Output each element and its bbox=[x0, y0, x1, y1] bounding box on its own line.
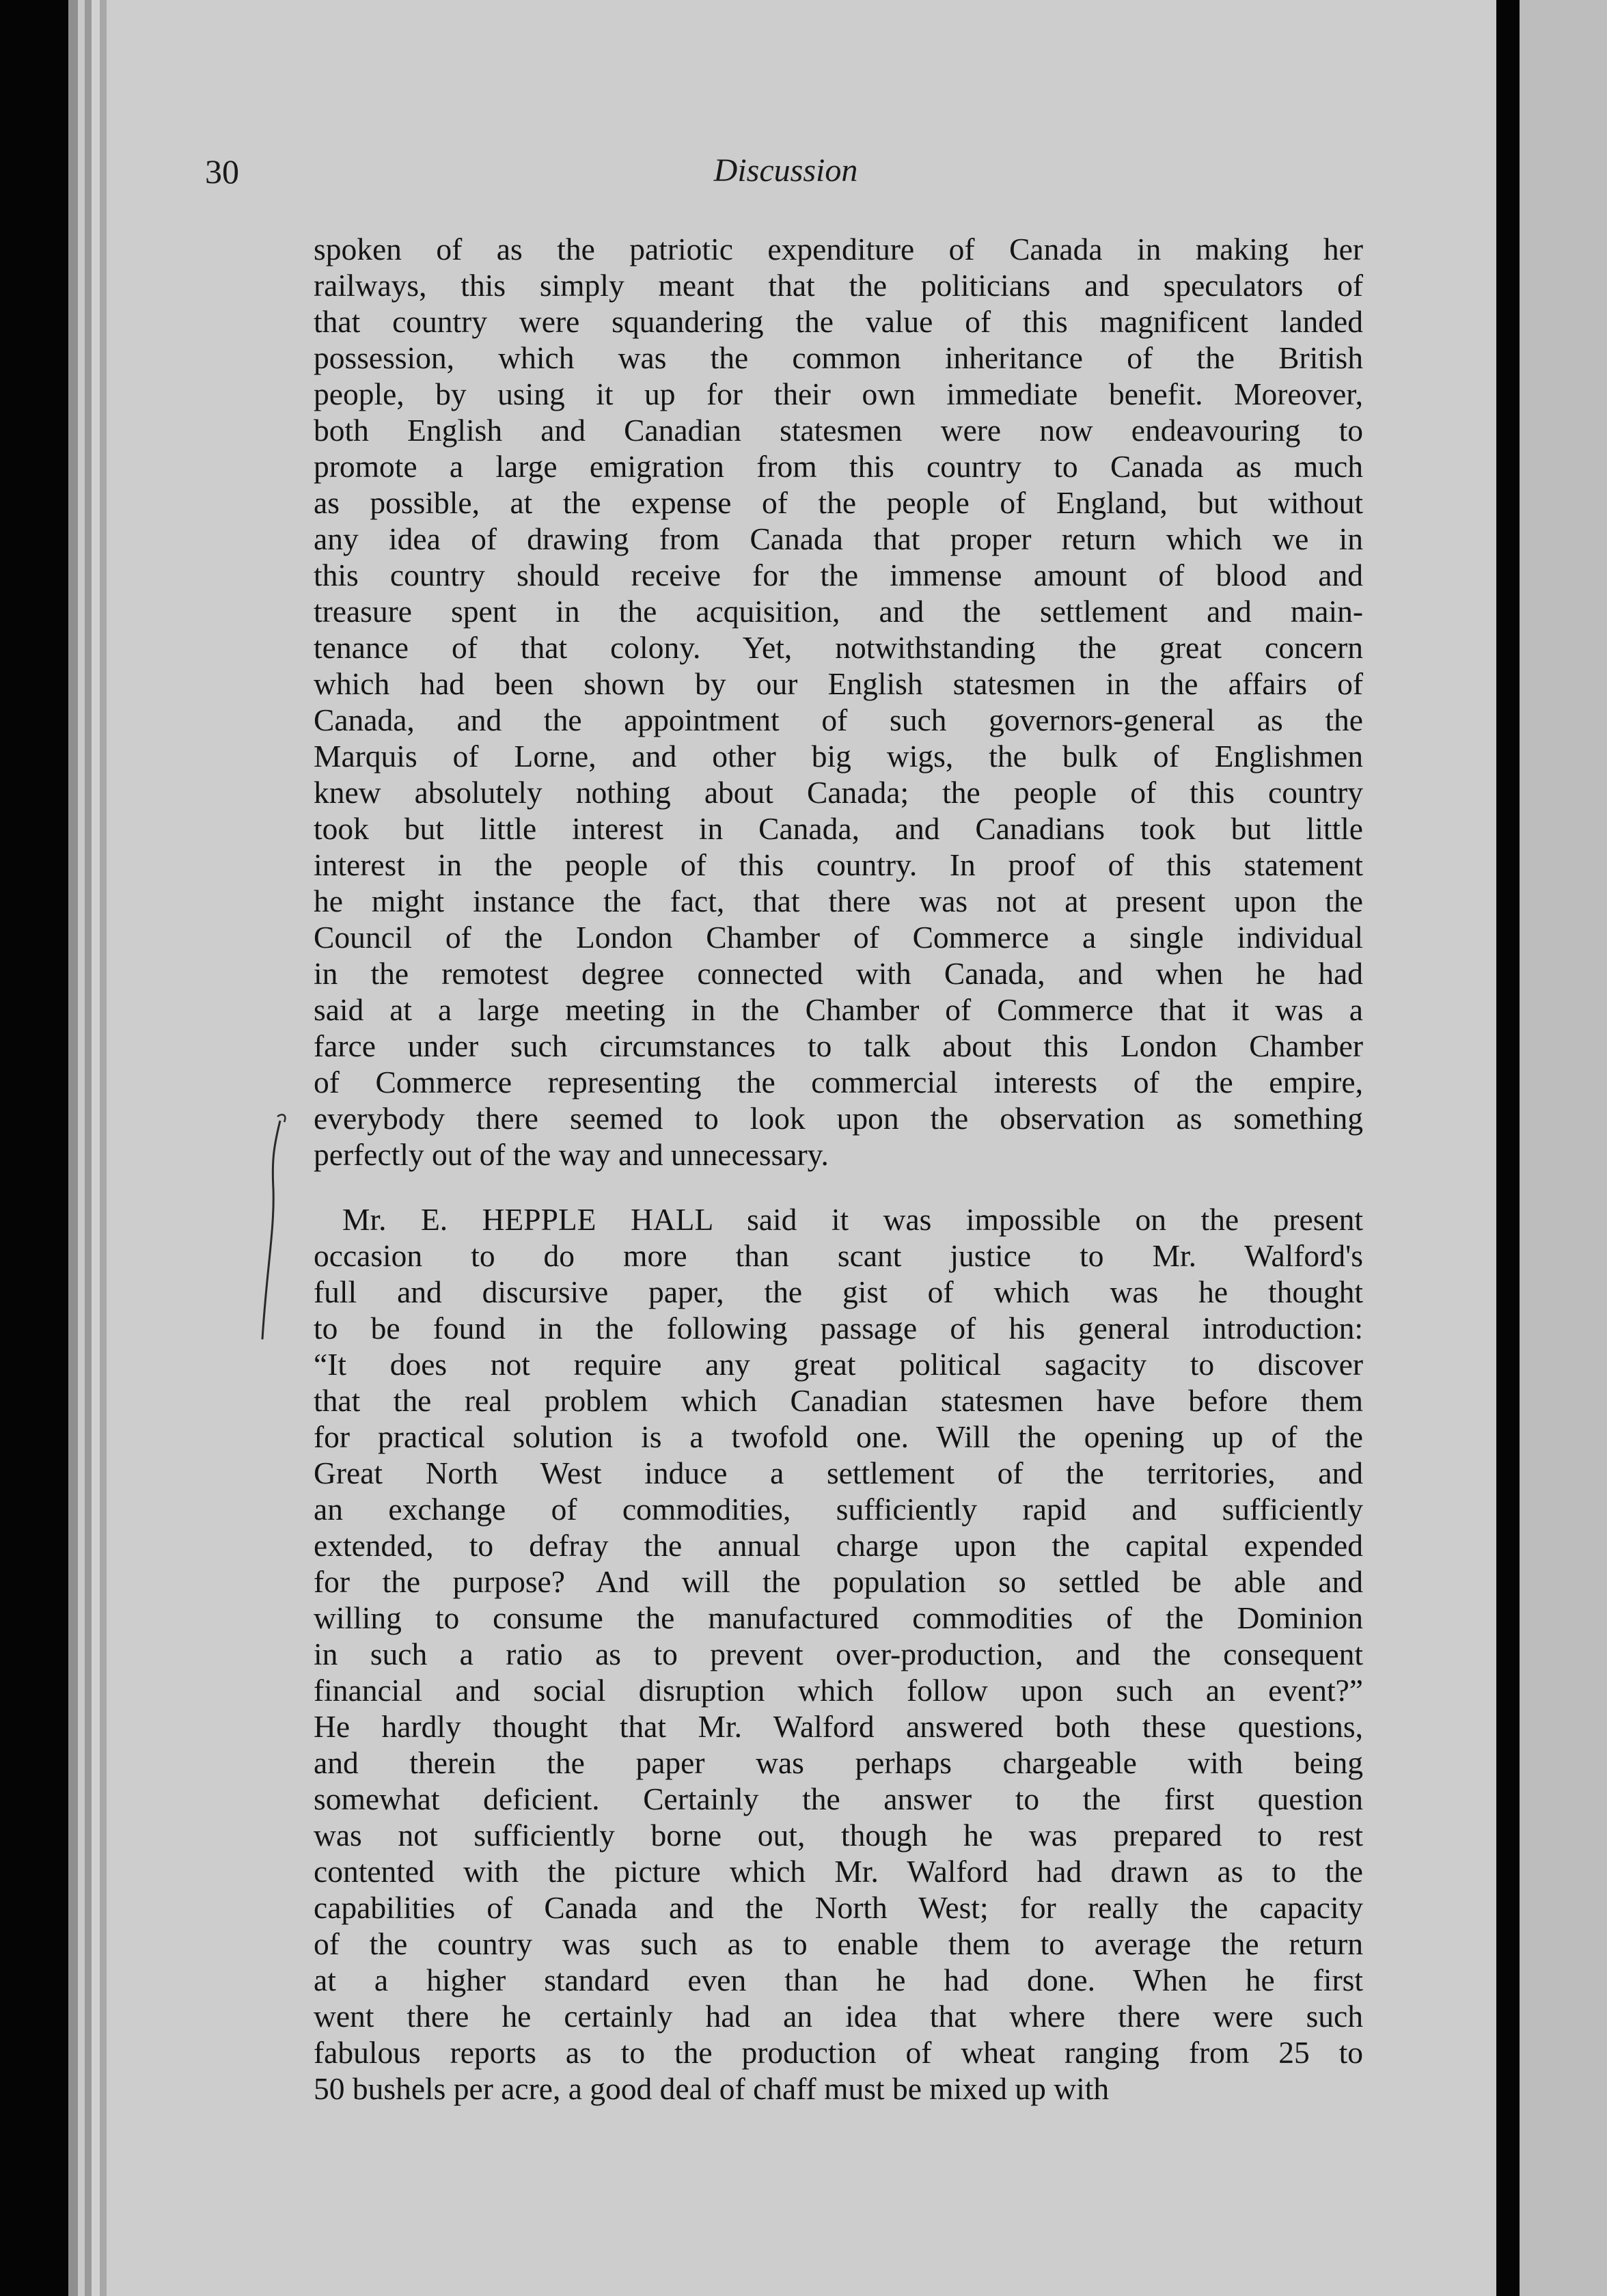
text-line: “It does not require any great political sagacity to discover bbox=[314, 1347, 1363, 1382]
page-edge bbox=[100, 0, 107, 2296]
text-line: as possible, at the expense of the people of England, but without bbox=[314, 485, 1363, 520]
section-title: Discussion bbox=[713, 152, 858, 189]
text-line: both English and Canadian statesmen were now endeavouring to bbox=[314, 413, 1363, 448]
text-line: an exchange of commodities, sufficiently rapid and sufficiently bbox=[314, 1492, 1363, 1527]
page-edge bbox=[92, 0, 100, 2296]
text-line: he might instance the fact, that there was not at present upon the bbox=[314, 884, 1363, 918]
text-line: took but little interest in Canada, and Canadians took but little bbox=[314, 811, 1363, 846]
text-line: went there he certainly had an idea that where there were such bbox=[314, 1999, 1363, 2034]
text-line: everybody there seemed to look upon the observation as something bbox=[314, 1101, 1363, 1136]
text-line: knew absolutely nothing about Canada; the people of this country bbox=[314, 775, 1363, 810]
text-line: was not sufficiently borne out, though he was prepared to rest bbox=[314, 1818, 1363, 1853]
text-line: farce under such circumstances to talk about this London Chamber bbox=[314, 1028, 1363, 1063]
text-line: that the real problem which Canadian statesmen have before them bbox=[314, 1383, 1363, 1418]
page-number: 30 bbox=[205, 152, 239, 191]
text-line: contented with the picture which Mr. Walford had drawn as to the bbox=[314, 1854, 1363, 1889]
text-line: extended, to defray the annual charge upon the capital expended bbox=[314, 1528, 1363, 1563]
text-line: for practical solution is a twofold one. Will the opening up of the bbox=[314, 1419, 1363, 1454]
text-line: spoken of as the patriotic expenditure of Canada in making her bbox=[314, 232, 1363, 266]
text-line: treasure spent in the acquisition, and the settlement and main- bbox=[314, 594, 1363, 629]
text-line: 50 bushels per acre, a good deal of chaff must be mixed up with bbox=[314, 2071, 1110, 2106]
paragraph-continuation bbox=[314, 231, 1363, 1173]
text-line: railways, this simply meant that the politicians and speculators of bbox=[314, 268, 1363, 303]
text-line: Canada, and the appointment of such governors-general as the bbox=[314, 702, 1363, 737]
text-line: willing to consume the manufactured commodities of the Dominion bbox=[314, 1600, 1363, 1635]
text-line: possession, which was the common inheritance of the British bbox=[314, 340, 1363, 375]
text-line: He hardly thought that Mr. Walford answered both these questions, bbox=[314, 1709, 1363, 1744]
text-line: that country were squandering the value of this magnificent landed bbox=[314, 304, 1363, 339]
paragraph-hepple-hall bbox=[314, 1201, 1363, 2107]
text-line: of Commerce representing the commercial interests of the empire, bbox=[314, 1065, 1363, 1099]
text-line: in such a ratio as to prevent over-production, and the consequent bbox=[314, 1637, 1363, 1671]
text-line: Council of the London Chamber of Commerce a single individual bbox=[314, 920, 1363, 955]
margin-pencil-mark bbox=[253, 1107, 294, 1353]
text-line: tenance of that colony. Yet, notwithstanding the great concern bbox=[314, 630, 1363, 665]
text-line: somewhat deficient. Certainly the answer to the first question bbox=[314, 1781, 1363, 1816]
text-line: occasion to do more than scant justice to Mr. Walford's bbox=[314, 1238, 1363, 1273]
text-line: fabulous reports as to the production of wheat ranging from 25 to bbox=[314, 2035, 1363, 2070]
text-line: to be found in the following passage of his general introduction: bbox=[314, 1311, 1363, 1345]
text-line: interest in the people of this country. In proof of this statement bbox=[314, 847, 1363, 882]
text-line: people, by using it up for their own immediate benefit. Moreover, bbox=[314, 377, 1363, 411]
text-line: financial and social disruption which follow upon such an event?” bbox=[314, 1673, 1363, 1708]
text-line: this country should receive for the immense amount of blood and bbox=[314, 558, 1363, 592]
text-line: of the country was such as to enable them to average the return bbox=[314, 1926, 1363, 1961]
text-line: at a higher standard even than he had done. When he first bbox=[314, 1963, 1363, 1997]
text-line: full and discursive paper, the gist of which was he thought bbox=[314, 1274, 1363, 1309]
text-line: said at a large meeting in the Chamber of Commerce that it was a bbox=[314, 992, 1363, 1027]
text-line: in the remotest degree connected with Canada, and when he had bbox=[314, 956, 1363, 991]
text-line: Mr. E. HEPPLE HALL said it was impossible on the present bbox=[342, 1202, 1363, 1237]
text-line: any idea of drawing from Canada that proper return which we in bbox=[314, 521, 1363, 556]
page-edge bbox=[85, 0, 92, 2296]
page-edge bbox=[78, 0, 85, 2296]
text-line: perfectly out of the way and unnecessary. bbox=[314, 1137, 829, 1172]
text-line: Great North West induce a settlement of the territories, and bbox=[314, 1456, 1363, 1490]
text-line: promote a large emigration from this country to Canada as much bbox=[314, 449, 1363, 484]
text-line: and therein the paper was perhaps chargeable with being bbox=[314, 1745, 1363, 1780]
page-edge bbox=[68, 0, 78, 2296]
facing-page-edge bbox=[1520, 0, 1607, 2296]
text-line: which had been shown by our English statesmen in the affairs of bbox=[314, 666, 1363, 701]
running-head bbox=[205, 152, 1366, 193]
text-line: for the purpose? And will the population so settled be able and bbox=[314, 1564, 1363, 1599]
text-line: Marquis of Lorne, and other big wigs, the bulk of Englishmen bbox=[314, 739, 1363, 774]
text-line: capabilities of Canada and the North West; for really the capacity bbox=[314, 1890, 1363, 1925]
